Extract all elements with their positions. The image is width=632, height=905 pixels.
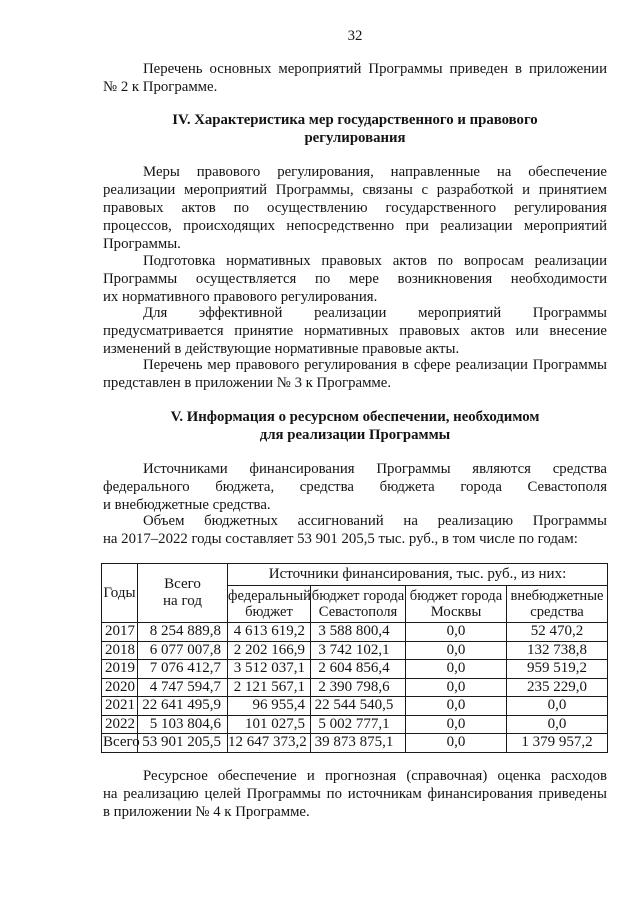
table-total-row <box>102 734 608 753</box>
page-number: 32 <box>347 28 363 44</box>
table-header <box>102 564 608 623</box>
cell-sevastopol-budget: 39 873 875,1 <box>311 734 406 753</box>
heading-line: для реализации Программы <box>259 427 451 443</box>
paragraph-line: Для эффективной реализации мероприятий Программы <box>143 305 607 321</box>
cell-moscow-budget: 0,0 <box>406 678 507 697</box>
header-line: на год <box>163 593 202 609</box>
paragraph-effective-implementation <box>103 304 607 358</box>
cell-year: 2022 <box>102 715 138 734</box>
paragraph-activities-reference <box>103 60 607 96</box>
cell-extrabudgetary: 0,0 <box>507 715 608 734</box>
cell-federal-budget: 4 613 619,2 <box>228 623 311 642</box>
header-line: средства <box>530 604 584 620</box>
cell-federal-budget: 2 202 166,9 <box>228 641 311 660</box>
header-line: бюджет города <box>311 588 405 604</box>
header-line: Севастополя <box>318 604 398 620</box>
cell-year: Всего <box>103 734 140 751</box>
cell-sevastopol-budget: 2 390 798,6 <box>311 678 406 697</box>
cell-year: 2020 <box>102 678 138 697</box>
col-header-year: Годы <box>102 564 138 623</box>
paragraph-line: на 2017–2022 годы составляет 53 901 205,5 тыс. руб., в том числе по годам: <box>103 531 578 547</box>
cell-extrabudgetary: 1 379 957,2 <box>507 734 608 753</box>
cell-moscow-budget: 0,0 <box>406 697 507 716</box>
paragraph-line: Источниками финансирования Программы являются средства <box>143 461 607 477</box>
col-header-total <box>138 564 228 623</box>
table-body <box>102 623 608 753</box>
paragraph-line: их нормативного правового регулирования. <box>103 289 378 305</box>
cell-federal-budget: 2 121 567,1 <box>228 678 311 697</box>
header-line: Всего <box>164 576 201 592</box>
cell-federal-budget: 96 955,4 <box>228 697 311 716</box>
cell-total: 8 254 889,8 <box>138 623 228 642</box>
cell-sevastopol-budget: 5 002 777,1 <box>311 715 406 734</box>
header-line: федеральный <box>228 588 311 604</box>
paragraph-line: на реализацию целей Программы по источникам финансирования приведены <box>103 786 607 802</box>
cell-total: 5 103 804,6 <box>138 715 228 734</box>
cell-total: 7 076 412,7 <box>138 660 228 679</box>
header-line: Москвы <box>430 604 482 620</box>
heading-line: регулирования <box>304 130 406 146</box>
table-row <box>102 623 608 642</box>
paragraph-line: в приложении № 4 к Программе. <box>103 804 310 820</box>
col-header-federal-budget <box>228 586 311 623</box>
paragraph-line: № 2 к Программе. <box>103 79 218 95</box>
cell-total: 53 901 205,5 <box>138 734 228 753</box>
paragraph-line: процессов, происходящих непосредственно при реализации мероприятий <box>103 218 607 234</box>
paragraph-line: реализации мероприятий Программы, связаны с разработкой и принятием <box>103 182 607 198</box>
paragraph-line: Программы осуществляется по мере возникновения необходимости <box>103 271 607 287</box>
cell-extrabudgetary: 235 229,0 <box>507 678 608 697</box>
heading-line: IV. Характеристика мер государственного и правового <box>172 112 538 128</box>
table-row <box>102 660 608 679</box>
funding-table <box>101 563 608 753</box>
cell-federal-budget: 3 512 037,1 <box>228 660 311 679</box>
paragraph-line: Ресурсное обеспечение и прогнозная (справочная) оценка расходов <box>143 768 607 784</box>
cell-moscow-budget: 0,0 <box>406 623 507 642</box>
cell-sevastopol-budget: 3 588 800,4 <box>311 623 406 642</box>
cell-year: 2018 <box>102 641 138 660</box>
cell-year: 2019 <box>102 660 138 679</box>
cell-year: 2017 <box>102 623 138 642</box>
cell-federal-budget: 101 027,5 <box>228 715 311 734</box>
col-header-moscow-budget <box>406 586 507 623</box>
cell-total: 6 077 007,8 <box>138 641 228 660</box>
header-line: бюджет <box>245 604 293 620</box>
paragraph-line: федерального бюджета, средства бюджета города Севастополя <box>103 479 607 495</box>
paragraph-budget-allocations <box>103 512 607 548</box>
table-row <box>102 697 608 716</box>
paragraph-line: Перечень мер правового регулирования в сфере реализации Программы <box>143 357 607 373</box>
cell-extrabudgetary: 0,0 <box>507 697 608 716</box>
paragraph-line: изменений в действующие нормативные правовые акты. <box>103 341 460 357</box>
cell-extrabudgetary: 52 470,2 <box>507 623 608 642</box>
col-header-funding-sources: Источники финансирования, тыс. руб., из них: <box>228 564 608 586</box>
heading-line: V. Информация о ресурсном обеспечении, необходимом <box>170 409 540 425</box>
table-row <box>102 641 608 660</box>
section-4-heading <box>103 111 607 147</box>
paragraph-line: правовых актов по осуществлению государственного регулирования <box>103 200 607 216</box>
cell-sevastopol-budget: 3 742 102,1 <box>311 641 406 660</box>
paragraph-normative-acts-preparation <box>103 252 607 306</box>
table-header-row <box>102 564 608 586</box>
cell-moscow-budget: 0,0 <box>406 734 507 753</box>
paragraph-line: Перечень основных мероприятий Программы приведен в приложении <box>143 61 607 77</box>
header-line: бюджет города <box>409 588 503 604</box>
cell-moscow-budget: 0,0 <box>406 641 507 660</box>
paragraph-funding-sources <box>103 460 607 514</box>
cell-extrabudgetary: 959 519,2 <box>507 660 608 679</box>
paragraph-measures-list-reference <box>103 356 607 392</box>
cell-moscow-budget: 0,0 <box>406 715 507 734</box>
paragraph-line: Меры правового регулирования, направленные на обеспечение <box>143 164 607 180</box>
paragraph-line: и внебюджетные средства. <box>103 497 271 513</box>
cell-federal-budget: 12 647 373,2 <box>228 734 311 753</box>
cell-extrabudgetary: 132 738,8 <box>507 641 608 660</box>
cell-total: 22 641 495,9 <box>138 697 228 716</box>
col-header-extrabudgetary <box>507 586 608 623</box>
paragraph-line: предусматривается принятие нормативных правовых актов или внесение <box>103 323 607 339</box>
header-line: внебюджетные <box>510 588 604 604</box>
paragraph-line: Подготовка нормативных правовых актов по вопросам реализации <box>143 253 607 269</box>
col-header-sevastopol-budget <box>311 586 406 623</box>
table-row <box>102 678 608 697</box>
table-row <box>102 715 608 734</box>
cell-sevastopol-budget: 2 604 856,4 <box>311 660 406 679</box>
paragraph-line: Программы. <box>103 236 181 252</box>
paragraph-line: представлен в приложении № 3 к Программе. <box>103 375 392 391</box>
cell-moscow-budget: 0,0 <box>406 660 507 679</box>
paragraph-legal-regulation-measures <box>103 163 607 253</box>
section-5-heading <box>103 408 607 444</box>
cell-sevastopol-budget: 22 544 540,5 <box>311 697 406 716</box>
paragraph-line: Объем бюджетных ассигнований на реализацию Программы <box>143 513 607 529</box>
cell-year: 2021 <box>102 697 138 716</box>
paragraph-resource-provision-reference <box>103 767 607 821</box>
cell-total: 4 747 594,7 <box>138 678 228 697</box>
